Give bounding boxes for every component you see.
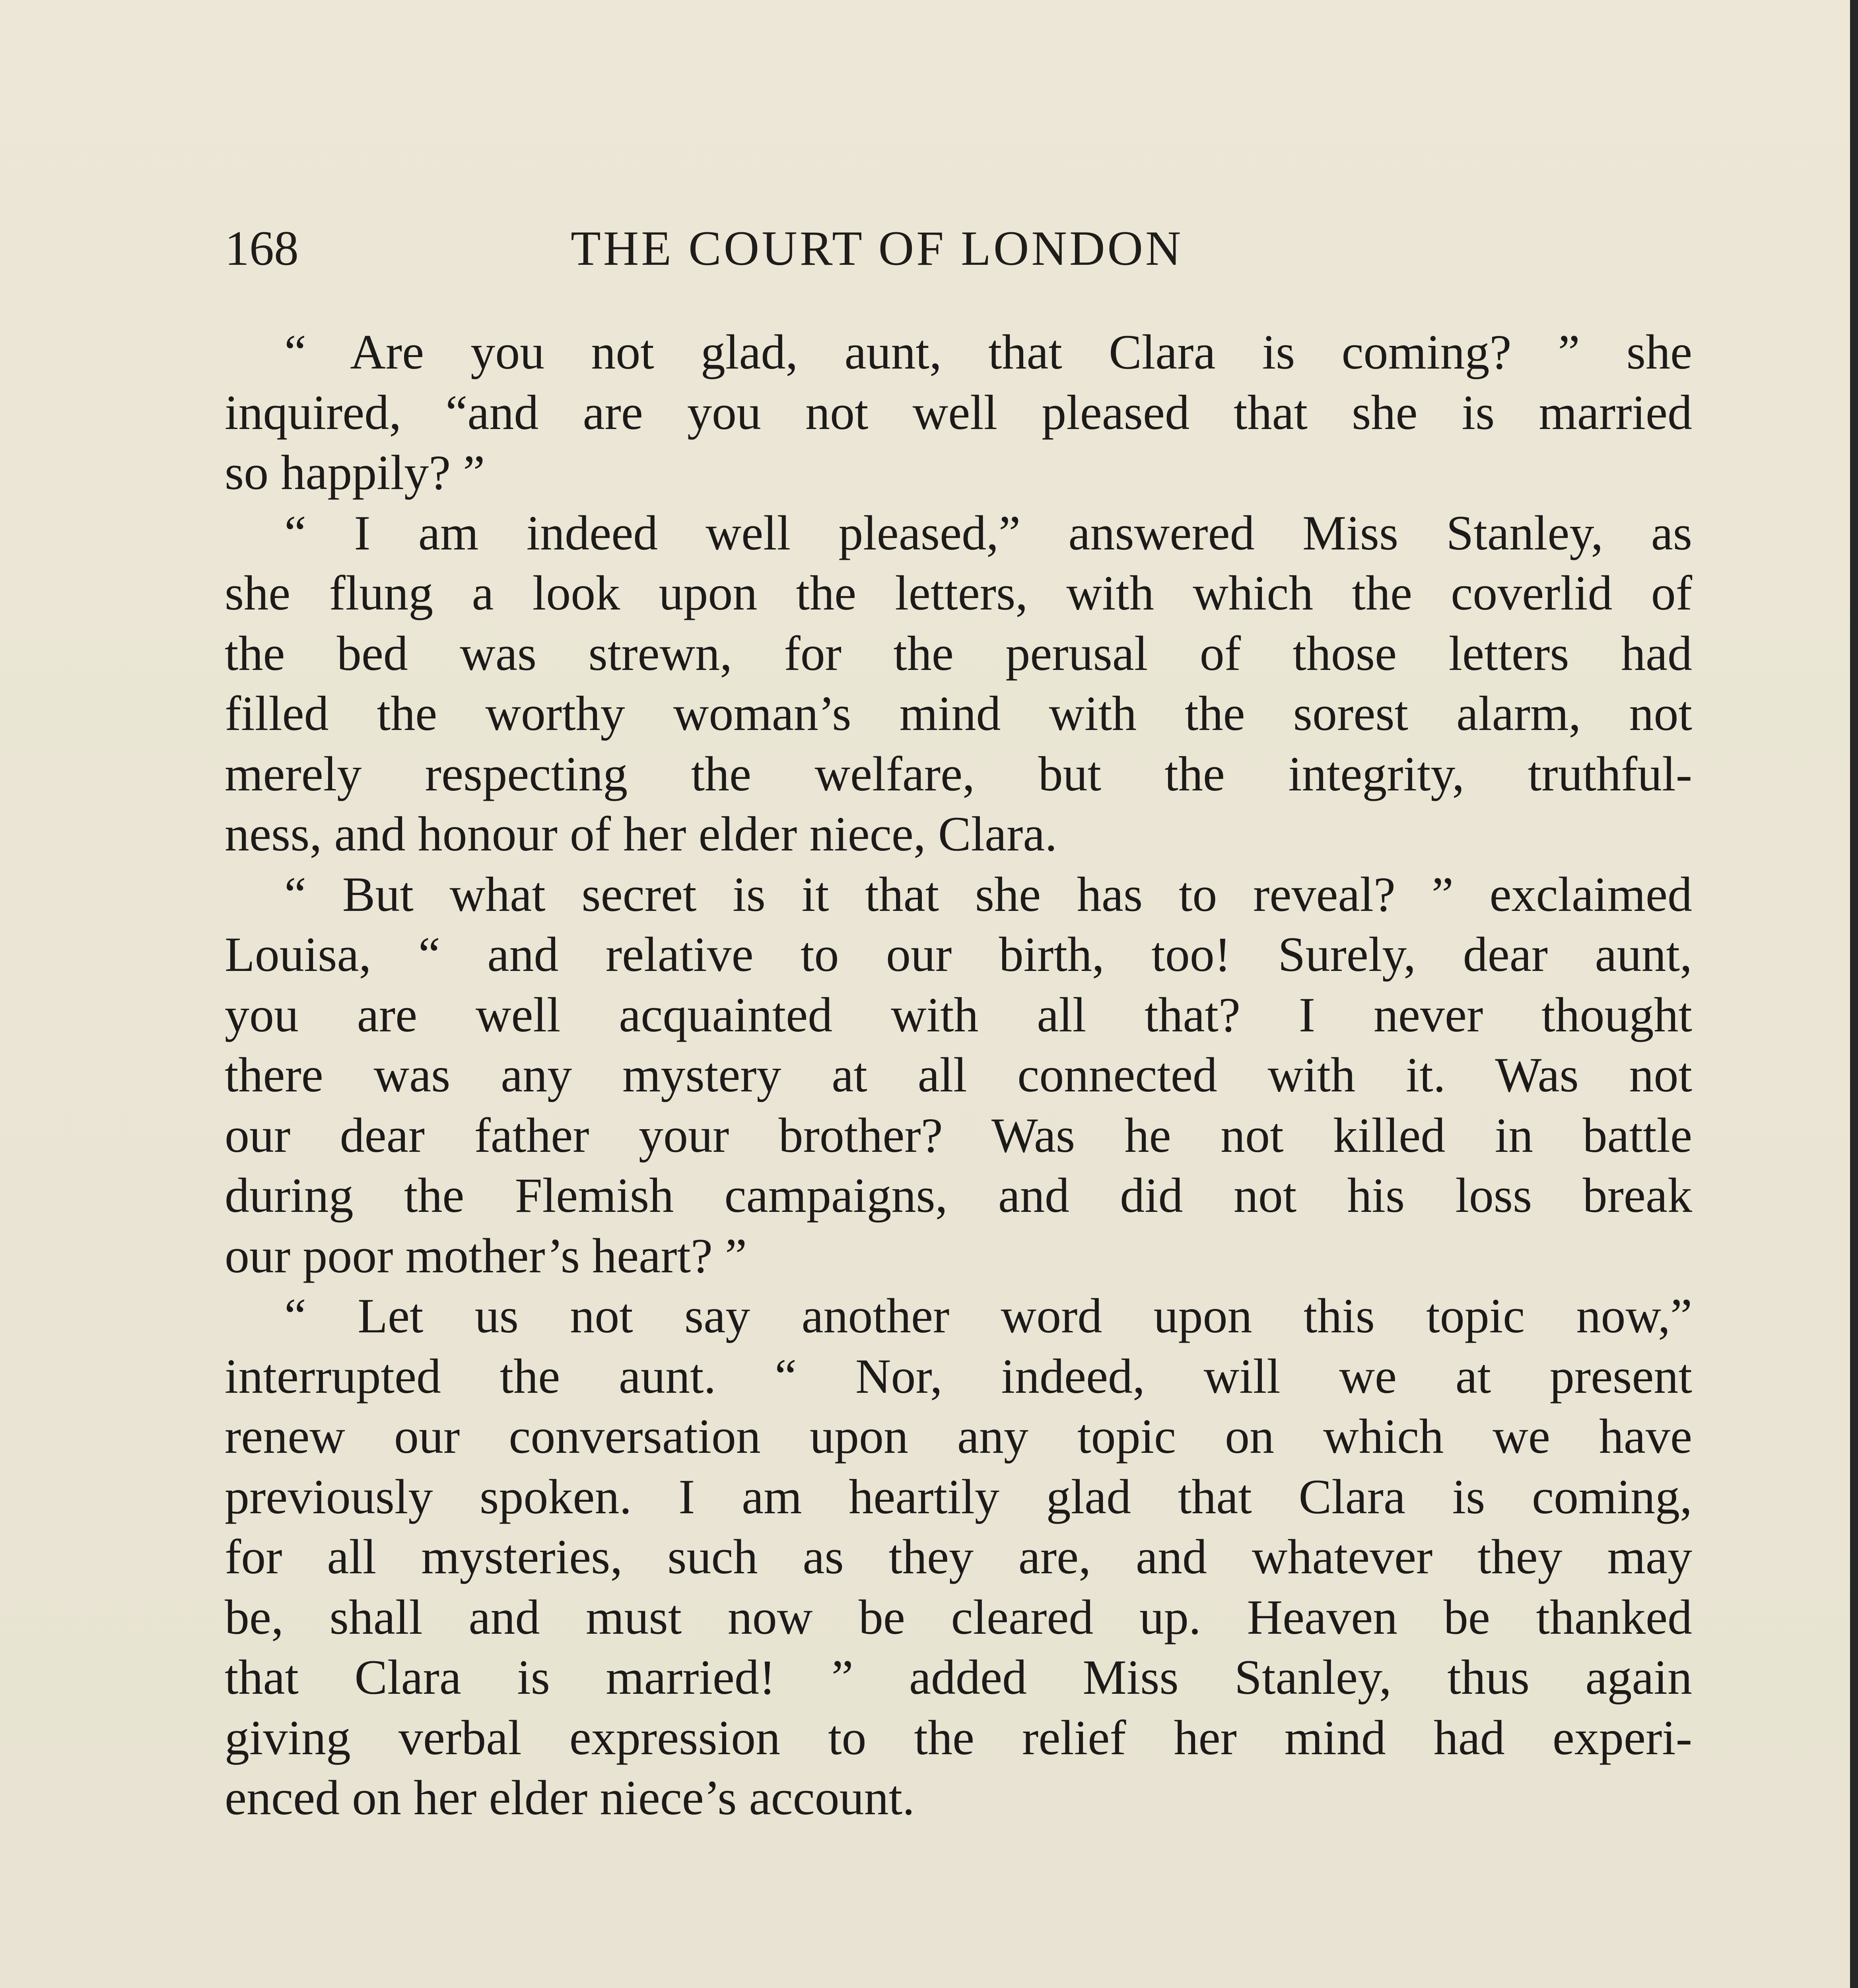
page-edge [1850,0,1858,1988]
text-line: she flung a look upon the letters, with which the coverlid of [225,566,1692,620]
text-line: you are well acquainted with all that? I never thought [225,987,1692,1042]
page-header [225,215,1692,282]
text-line: renew our conversation upon any topic on which we have [225,1409,1692,1464]
text-line: enced on her elder niece’s account. [225,1771,915,1825]
text-line: ness, and honour of her elder niece, Clara. [225,807,1057,861]
text-line: interrupted the aunt. “ Nor, indeed, will we at present [225,1349,1692,1404]
text-line: previously spoken. I am heartily glad that Clara is coming, [225,1469,1692,1524]
text-line: Louisa, “ and relative to our birth, too! Surely, dear aunt, [225,927,1692,982]
text-line: there was any mystery at all connected with it. Was not [225,1048,1692,1102]
text-line: our dear father your brother? Was he not killed in battle [225,1108,1692,1163]
text-line: the bed was strewn, for the perusal of those letters had [225,626,1692,681]
text-line: “ Let us not say another word upon this topic now,” [284,1289,1692,1343]
text-line: “ I am indeed well pleased,” answered Miss Stanley, as [284,505,1692,560]
body-text [225,322,1692,1828]
text-line: for all mysteries, such as they are, and whatever they may [225,1530,1692,1584]
text-line: so happily? ” [225,445,485,500]
text-line: “ Are you not glad, aunt, that Clara is coming? ” she [284,325,1692,379]
text-line: giving verbal expression to the relief her mind had experi- [225,1710,1692,1765]
text-line: merely respecting the welfare, but the integrity, truthful- [225,746,1692,801]
text-line: our poor mother’s heart? ” [225,1228,747,1283]
page-number: 168 [225,221,299,276]
text-line: “ But what secret is it that she has to reveal? ” exclaimed [284,867,1692,922]
text-line: be, shall and must now be cleared up. Heaven be thanked [225,1590,1692,1644]
running-title: THE COURT OF LONDON [571,221,1184,276]
text-line: filled the worthy woman’s mind with the sorest alarm, not [225,686,1692,741]
text-line: that Clara is married! ” added Miss Stanley, thus again [225,1650,1692,1705]
text-line: inquired, “and are you not well pleased that she is married [225,385,1692,440]
text-line: during the Flemish campaigns, and did not his loss break [225,1168,1692,1223]
